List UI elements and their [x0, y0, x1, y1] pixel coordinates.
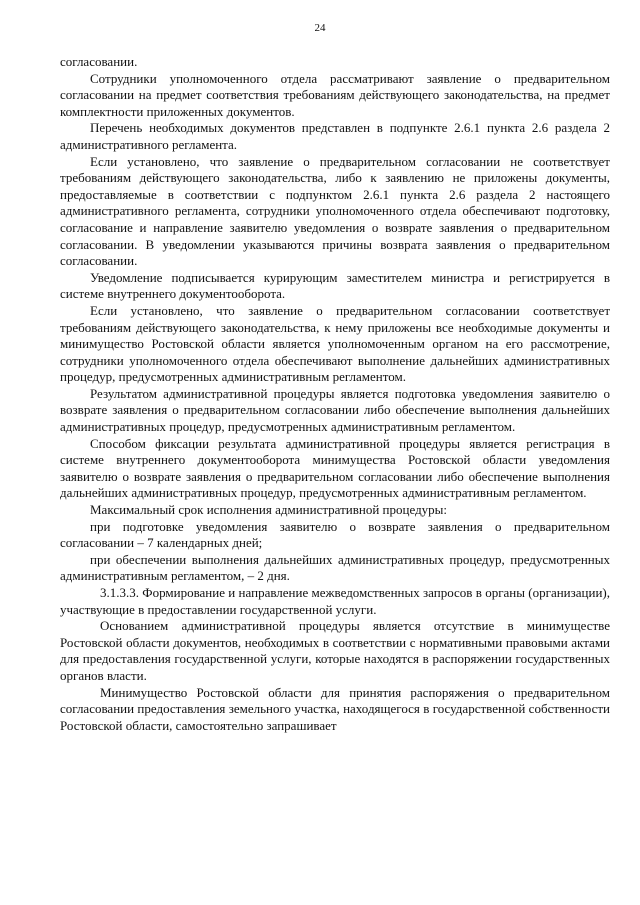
paragraph: Способом фиксации результата административной процедуры является регистрация в системе внутреннего документооборота минимущества Ростовской области уведомления заявителю о возврате заявления о предварительном согласовании либо обеспечение выполнения дальнейших административных процедур, предусмотренных административным регламентом.	[60, 435, 610, 501]
paragraph: Минимущество Ростовской области для принятия распоряжения о предварительном согласовании предоставления земельного участка, находящегося в государственной собственности Ростовской области, самостоятельно запрашивает	[60, 684, 610, 733]
paragraph: Если установлено, что заявление о предварительном согласовании не соответствует требованиям действующего законодательства, либо к заявлению не приложены документы, предоставляемые в соответствии с подпунктом 2.6.1 пункта 2.6 раздела 2 настоящего административного регламента, сотрудники уполномоченного отдела обеспечивают подготовку, согласование и направление заявителю уведомления о возврате заявления о предварительном согласовании. В уведомлении указываются причины возврата заявления о предварительном согласовании.	[60, 153, 610, 269]
paragraph: Сотрудники уполномоченного отдела рассматривают заявление о предварительном согласовании на предмет соответствия требованиям действующего законодательства, на предмет комплектности приложенных документов.	[60, 70, 610, 119]
paragraph: при подготовке уведомления заявителю о возврате заявления о предварительном согласовании – 7 календарных дней;	[60, 518, 610, 551]
paragraph: Уведомление подписывается курирующим заместителем министра и регистрируется в системе внутреннего документооборота.	[60, 269, 610, 302]
paragraph: Перечень необходимых документов представлен в подпункте 2.6.1 пункта 2.6 раздела 2 административного регламента.	[60, 120, 610, 152]
paragraph: Максимальный срок исполнения административной процедуры:	[90, 502, 448, 518]
paragraph: Если установлено, что заявление о предварительном согласовании соответствует требованиям действующего законодательства, к нему приложены все необходимые документы и минимущество Ростовской области является уполномоченным органом на его рассмотрение, сотрудники уполномоченного отдела обеспечивают выполнение дальнейших административных процедур, предусмотренных административным регламентом.	[60, 302, 610, 385]
section-heading: 3.1.3.3. Формирование и направление межведомственных запросов в органы (организации), участвующие в предоставлении государственной услуги.	[60, 585, 610, 617]
paragraph: Основанием административной процедуры является отсутствие в минимуществе Ростовской области документов, необходимых в соответствии с нормативными правовыми актами для предоставления государственной услуги, которые находятся в распоряжении государственных органов власти.	[60, 618, 610, 683]
document-body	[60, 54, 610, 734]
paragraph: согласовании.	[60, 54, 138, 69]
page-number: 24	[314, 22, 326, 34]
paragraph: при обеспечении выполнения дальнейших административных процедур, предусмотренных административным регламентом, – 2 дня.	[60, 551, 610, 584]
paragraph: Результатом административной процедуры является подготовка уведомления заявителю о возврате заявления о предварительном согласовании либо обеспечение выполнения дальнейших административных процедур, предусмотренных административным регламентом.	[60, 385, 610, 435]
